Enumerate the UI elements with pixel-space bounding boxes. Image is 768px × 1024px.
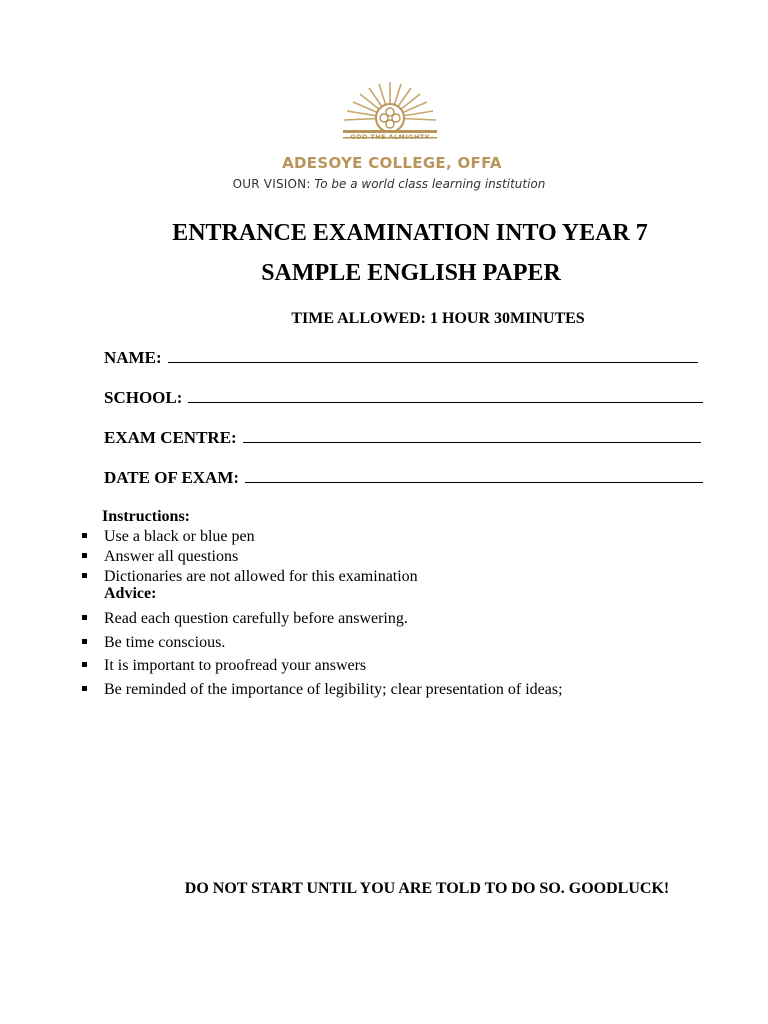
square-bullet-icon: [82, 615, 87, 620]
instruction-text: Answer all questions: [104, 548, 239, 565]
paper-title: SAMPLE ENGLISH PAPER: [261, 260, 561, 286]
square-bullet-icon: [82, 639, 87, 644]
vision-label: OUR VISION:: [232, 177, 311, 191]
list-item: [80, 680, 740, 704]
list-item: [80, 567, 740, 587]
college-name: ADESOYE COLLEGE, OFFA: [282, 154, 502, 172]
instructions-heading: Instructions:: [102, 508, 191, 525]
list-item: [80, 547, 740, 567]
college-logo: [0, 78, 768, 148]
exam-centre-field: [104, 428, 701, 448]
list-item: [80, 609, 740, 633]
name-blank-line[interactable]: [168, 348, 698, 363]
advice-text: Read each question carefully before answering.: [104, 610, 408, 627]
date-of-exam-field: [104, 468, 703, 488]
list-item: [80, 633, 740, 657]
school-blank-line[interactable]: [188, 388, 703, 403]
name-field: [104, 348, 698, 368]
advice-text: It is important to proofread your answers: [104, 657, 367, 674]
date-of-exam-blank-line[interactable]: [245, 468, 703, 483]
name-label: NAME:: [104, 348, 162, 367]
logo-motto: GOD THE ALMIGHTY: [350, 133, 430, 141]
advice-text: Be reminded of the importance of legibility; clear presentation of ideas;: [104, 680, 563, 698]
school-label: SCHOOL:: [104, 388, 183, 407]
list-item: [80, 527, 740, 547]
advice-heading: Advice:: [104, 585, 157, 602]
exam-centre-label: EXAM CENTRE:: [104, 428, 237, 447]
time-allowed: TIME ALLOWED: 1 HOUR 30MINUTES: [291, 310, 585, 327]
footer-notice: DO NOT START UNTIL YOU ARE TOLD TO DO SO. GOODLUCK!: [184, 880, 670, 897]
vision-statement: [0, 177, 768, 191]
instruction-text: Use a black or blue pen: [104, 528, 255, 545]
instructions-list: [80, 527, 740, 587]
vision-text: To be a world class learning institution: [314, 177, 546, 191]
instruction-text: Dictionaries are not allowed for this examination: [104, 568, 418, 585]
square-bullet-icon: [82, 553, 87, 558]
date-of-exam-label: DATE OF EXAM:: [104, 468, 240, 487]
square-bullet-icon: [82, 573, 87, 578]
exam-centre-blank-line[interactable]: [243, 428, 701, 443]
advice-list: [80, 609, 740, 703]
exam-title: ENTRANCE EXAMINATION INTO YEAR 7: [172, 220, 648, 246]
school-field: [104, 388, 703, 408]
advice-text: Be time conscious.: [104, 633, 226, 651]
square-bullet-icon: [82, 533, 87, 538]
square-bullet-icon: [82, 686, 87, 691]
square-bullet-icon: [82, 662, 87, 667]
list-item: [80, 656, 740, 680]
